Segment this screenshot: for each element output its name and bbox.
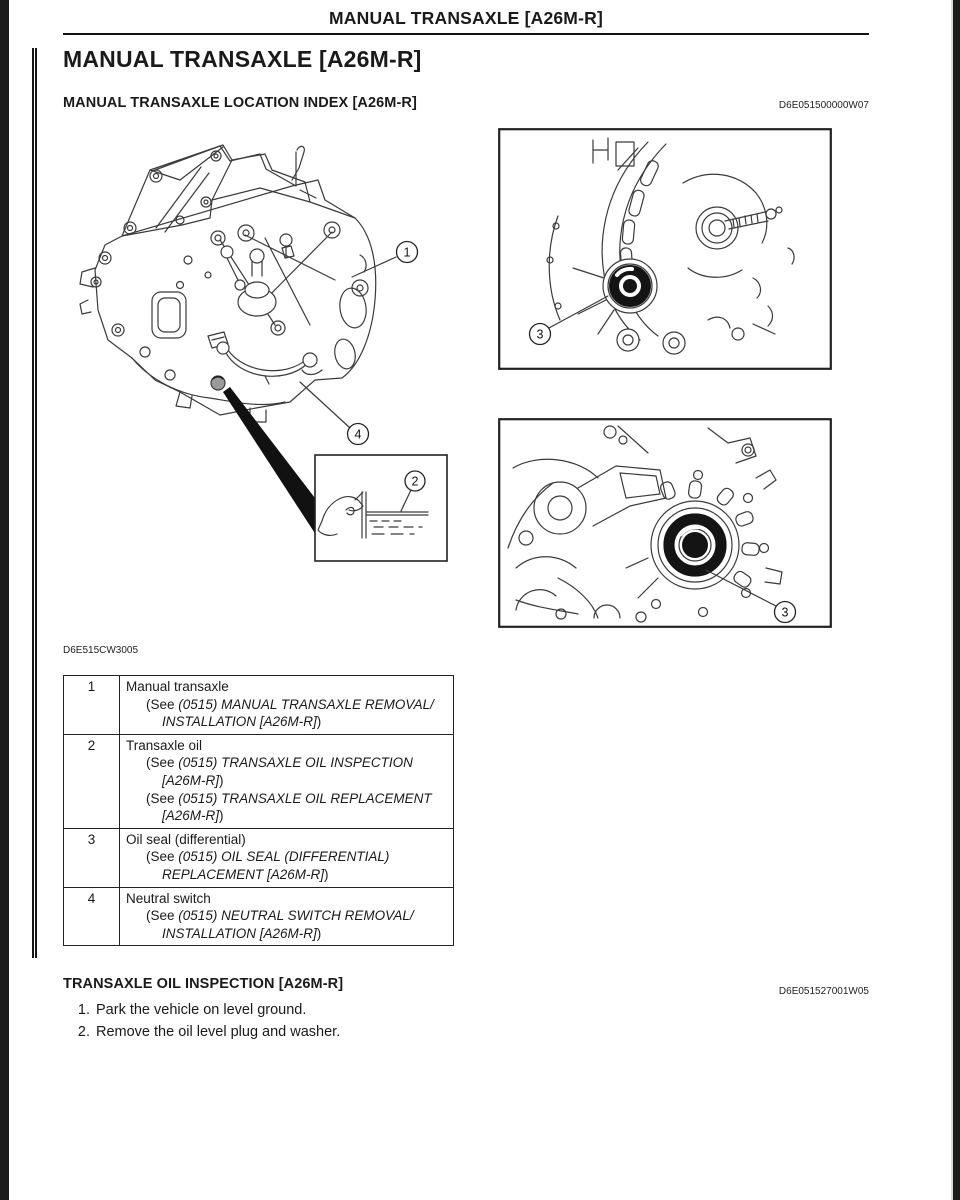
cross-reference-cont: [A26M-R]) <box>162 772 224 788</box>
callout-4-label: 4 <box>354 427 362 442</box>
row-description <box>120 887 454 946</box>
location-index-table <box>63 675 454 946</box>
page-left-black-edge <box>0 0 9 1200</box>
location-index-doc-code: D6E051500000W07 <box>778 100 869 111</box>
header-rule <box>63 33 869 35</box>
row-number: 4 <box>64 887 120 946</box>
main-transaxle-figure <box>60 140 475 580</box>
inset-pointer-wedge <box>223 387 318 538</box>
oil-seal-graphic <box>603 259 657 313</box>
oil-inspection-heading: TRANSAXLE OIL INSPECTION [A26M-R] <box>63 976 344 992</box>
step-text: Park the vehicle on level ground. <box>96 1002 307 1018</box>
oil-level-check-inset <box>315 455 447 561</box>
cross-reference: (See (0515) NEUTRAL SWITCH REMOVAL/ <box>146 908 414 924</box>
callout-3-top <box>530 324 551 345</box>
revision-change-bar <box>32 48 37 958</box>
step-number: 2. <box>77 1024 90 1040</box>
row-number: 2 <box>64 734 120 828</box>
callout-1-label: 1 <box>403 245 411 260</box>
callout-3-bottom <box>775 602 796 623</box>
cross-reference: (See (0515) TRANSAXLE OIL INSPECTION <box>146 755 413 771</box>
cross-reference-cont: INSTALLATION [A26M-R]) <box>162 925 322 941</box>
step-item <box>70 1021 340 1043</box>
callout-4 <box>348 424 369 445</box>
location-index-heading: MANUAL TRANSAXLE LOCATION INDEX [A26M-R] <box>63 95 417 111</box>
callout-2 <box>405 471 425 491</box>
callout-1 <box>397 242 418 263</box>
item-name: Manual transaxle <box>126 679 229 694</box>
page-right-black-edge <box>953 0 960 1200</box>
cross-reference: (See (0515) TRANSAXLE OIL REPLACEMENT <box>146 790 432 806</box>
step-text: Remove the oil level plug and washer. <box>96 1024 341 1040</box>
row-number: 3 <box>64 828 120 887</box>
table-row <box>64 828 454 887</box>
figure-code: D6E515CW3005 <box>63 645 139 656</box>
callout-2-label: 2 <box>411 474 419 489</box>
table-row <box>64 734 454 828</box>
cross-reference-cont: REPLACEMENT [A26M-R]) <box>162 866 329 882</box>
row-description <box>120 734 454 828</box>
item-name: Transaxle oil <box>126 737 203 753</box>
running-header-title: MANUAL TRANSAXLE [A26M-R] <box>329 8 603 28</box>
table-row <box>64 887 454 946</box>
cross-reference: (See (0515) OIL SEAL (DIFFERENTIAL) <box>146 849 390 865</box>
oil-seal-differential-figure <box>498 418 832 628</box>
differential-oil-seal-graphic <box>664 514 726 576</box>
oil-seal-side-view-figure <box>498 128 832 370</box>
cross-reference-cont: [A26M-R]) <box>162 808 224 824</box>
oil-inspection-doc-code: D6E051527001W05 <box>778 986 869 997</box>
procedure-steps <box>70 999 340 1043</box>
callout-3-top-label: 3 <box>536 327 544 342</box>
item-name: Neutral switch <box>126 890 211 906</box>
page-title: MANUAL TRANSAXLE [A26M-R] <box>63 46 422 72</box>
cross-reference-cont: INSTALLATION [A26M-R]) <box>162 714 322 730</box>
step-number: 1. <box>77 1002 90 1018</box>
callout-3-bottom-label: 3 <box>781 605 789 620</box>
row-description <box>120 828 454 887</box>
cross-reference: (See (0515) MANUAL TRANSAXLE REMOVAL/ <box>146 696 434 712</box>
row-number: 1 <box>64 676 120 735</box>
step-item <box>70 999 340 1021</box>
table-row <box>64 676 454 735</box>
item-name: Oil seal (differential) <box>126 831 246 847</box>
row-description <box>120 676 454 735</box>
